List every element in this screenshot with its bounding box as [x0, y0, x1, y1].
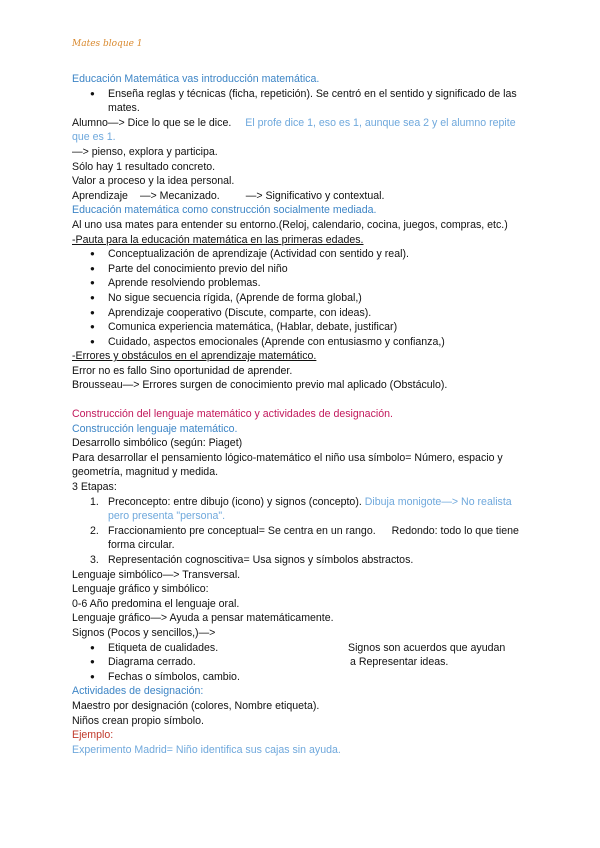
- etapa-item: [72, 495, 532, 524]
- paragraph: Maestro por designación (colores, Nombre etiqueta).: [72, 699, 320, 712]
- paragraph: Al uno usa mates para entender su entorno.(Reloj, calendario, cocina, juegos, compras, etc.): [72, 218, 508, 231]
- etapa-text: Preconcepto: entre dibujo (icono) y signos (concepto).: [108, 495, 362, 508]
- paragraph: Sólo hay 1 resultado concreto.: [72, 160, 216, 173]
- aprendizaje-mecanizado: —> Mecanizado.: [139, 189, 220, 202]
- paragraph: Para desarrollar el pensamiento lógico-matemático el niño usa símbolo= Número, espacio y geometría, magnitud y medida.: [72, 451, 503, 479]
- list-item: [72, 655, 532, 670]
- aprendizaje-label: Aprendizaje: [72, 189, 128, 202]
- paragraph: Signos (Pocos y sencillos,)—>: [72, 626, 216, 639]
- example-label: Ejemplo:: [72, 729, 114, 742]
- etapa-text: Fraccionamiento pre conceptual= Se centra en un rango.: [108, 524, 376, 537]
- paragraph: Lenguaje gráfico y simbólico:: [72, 583, 209, 596]
- paragraph: Desarrollo simbólico (según: Piaget): [72, 437, 243, 450]
- paragraph-aprendizaje: [72, 189, 532, 204]
- etapa-note: Redondo: todo lo que tiene forma circular.: [108, 524, 519, 552]
- paragraph: —> pienso, explora y participa.: [72, 145, 218, 158]
- etapa-number: 1.: [90, 495, 99, 508]
- list-item: [72, 641, 532, 656]
- paragraph: Lenguaje simbólico—> Transversal.: [72, 568, 241, 581]
- section-subtitle: Actividades de designación:: [72, 685, 204, 698]
- list-item: ● Fechas o símbolos, cambio.: [72, 670, 532, 685]
- spacer: [72, 393, 532, 407]
- document-body: [72, 72, 532, 757]
- signo-text: Diagrama cerrado.: [108, 656, 196, 669]
- alumno-note: El profe dice 1, eso es 1, aunque sea 2 y el alumno repite que es 1.: [72, 116, 516, 144]
- list-item: ● Parte del conocimiento previo del niño: [72, 262, 532, 277]
- list-item: ● No sigue secuencia rígida, (Aprende de forma global,): [72, 291, 532, 306]
- etapa-item: [72, 553, 532, 568]
- list-item: ● Conceptualización de aprendizaje (Actividad con sentido y real).: [72, 247, 532, 262]
- list-item: ● Cuidado, aspectos emocionales (Aprende con entusiasmo y confianza,): [72, 335, 532, 350]
- list-item: ● Aprendizaje cooperativo (Discute, comparte, con ideas).: [72, 306, 532, 321]
- list-item: ● Enseña reglas y técnicas (ficha, repetición). Se centró en el sentido y significado de las mates.: [72, 87, 532, 116]
- list-item: ● Comunica experiencia matemática, (Hablar, debate, justificar): [72, 320, 532, 335]
- etapa-text: Representación cognoscitiva= Usa signos y símbolos abstractos.: [108, 554, 414, 566]
- etapa-item: [72, 524, 532, 553]
- paragraph: Lenguaje gráfico—> Ayuda a pensar matemáticamente.: [72, 612, 334, 625]
- paragraph: Error no es fallo Sino oportunidad de aprender.: [72, 364, 293, 377]
- example-text: Experimento Madrid= Niño identifica sus cajas sin ayuda.: [72, 743, 341, 756]
- etapa-number: 3.: [90, 554, 99, 566]
- signos-side-note: Signos son acuerdos que ayudan: [348, 641, 506, 654]
- section-subtitle: Educación matemática como construcción socialmente mediada.: [72, 204, 377, 217]
- paragraph: Brousseau—> Errores surgen de conocimiento previo mal aplicado (Obstáculo).: [72, 379, 448, 392]
- paragraph: Valor a proceso y la idea personal.: [72, 175, 235, 188]
- section-title: Educación Matemática vas introducción matemática.: [72, 73, 320, 85]
- list-item: ● Aprende resolviendo problemas.: [72, 276, 532, 291]
- paragraph: 3 Etapas:: [72, 481, 117, 494]
- signos-side-note: a Representar ideas.: [350, 656, 449, 669]
- aprendizaje-significativo: —> Significativo y contextual.: [245, 189, 385, 202]
- pauta-heading: -Pauta para la educación matemática en las primeras edades.: [72, 233, 364, 246]
- paragraph: 0-6 Año predomina el lenguaje oral.: [72, 597, 240, 610]
- signo-text: Etiqueta de cualidades.: [108, 641, 219, 654]
- etapa-note: Dibuja monigote—> No realista pero presenta "persona".: [108, 495, 512, 523]
- section-subtitle: Construcción lenguaje matemático.: [72, 422, 238, 435]
- paragraph: Niños crean propio símbolo.: [72, 714, 204, 727]
- paragraph-alumno: [72, 116, 532, 145]
- etapa-number: 2.: [90, 524, 99, 537]
- page-header: Mates bloque 1: [72, 39, 143, 49]
- alumno-text: Alumno—> Dice lo que se le dice.: [72, 116, 232, 129]
- section-title: Construcción del lenguaje matemático y actividades de designación.: [72, 408, 393, 421]
- errores-heading: -Errores y obstáculos en el aprendizaje matemático.: [72, 350, 317, 363]
